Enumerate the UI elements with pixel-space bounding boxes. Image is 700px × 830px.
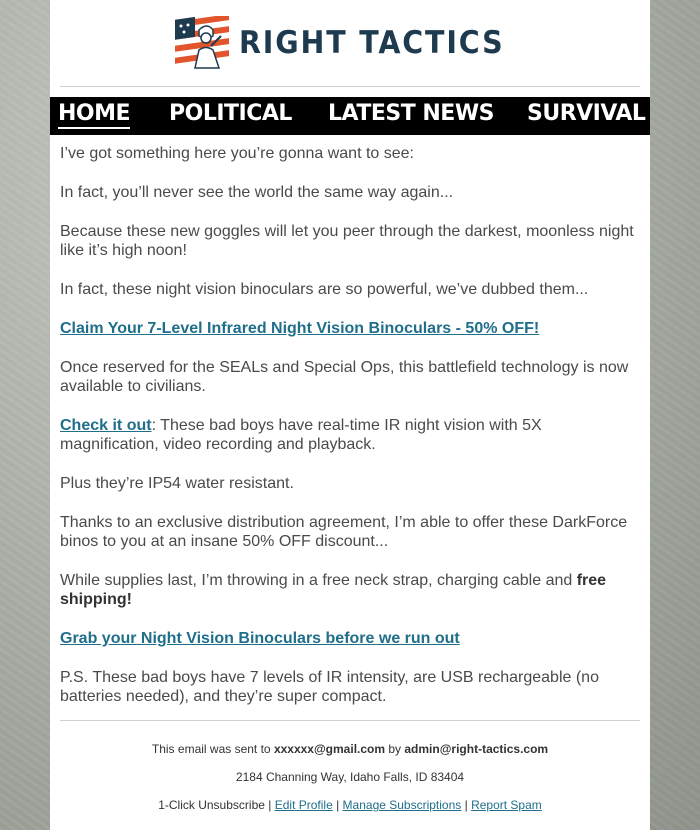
header-logo[interactable] (50, 0, 650, 86)
paragraph: Plus they’re IP54 water resistant. (60, 475, 294, 492)
ps-paragraph: P.S. These bad boys have 7 levels of IR intensity, are USB rechargeable (no batteries needed), and they’re super compact. (60, 669, 599, 705)
sent-to-line (50, 742, 650, 756)
paragraph: Thanks to an exclusive distribution agreement, I’m able to offer these DarkForce binos to you at an insane 50% OFF discount... (60, 514, 628, 550)
check-it-out-link[interactable]: Check it out (60, 417, 152, 434)
nav-item-political[interactable]: POLITICAL (169, 101, 292, 126)
paragraph: Once reserved for the SEALs and Special Ops, this battlefield technology is now available to civilians. (60, 359, 629, 395)
paragraph: Because these new goggles will let you peer through the darkest, moonless night like it’s high noon! (60, 223, 634, 259)
separator: | (332, 798, 343, 812)
nav-item-latest-news[interactable]: LATEST NEWS (328, 101, 494, 126)
paragraph (60, 416, 644, 454)
brand-name: RIGHT TACTICS (238, 25, 505, 61)
footer-links (50, 798, 650, 812)
paragraph: I’ve got something here you’re gonna want to see: (60, 145, 414, 162)
sent-prefix: This email was sent to (151, 742, 274, 756)
recipient-email: xxxxxx@gmail.com (273, 742, 386, 756)
soldier-flag-logo-icon (173, 16, 231, 70)
separator: | (461, 798, 472, 812)
by-text: by (385, 742, 405, 756)
edit-profile-link[interactable]: Edit Profile (274, 798, 333, 812)
sender-email: admin@right-tactics.com (404, 742, 549, 756)
paragraph-text: While supplies last, I’m throwing in a free neck strap, charging cable and (60, 572, 577, 589)
address: 2184 Channing Way, Idaho Falls, ID 83404 (235, 770, 465, 784)
cta-paragraph (60, 629, 644, 648)
report-spam-link[interactable]: Report Spam (471, 798, 542, 812)
paragraph: In fact, these night vision binoculars are so powerful, we’ve dubbed them... (60, 281, 589, 298)
paragraph-text: : These bad boys have real-time IR night vision with 5X magnification, video recording and playback. (60, 417, 542, 453)
unsubscribe-link[interactable]: 1-Click Unsubscribe (158, 798, 265, 812)
divider (60, 720, 640, 721)
claim-binoculars-link[interactable]: Claim Your 7-Level Infrared Night Vision Binoculars - 50% OFF! (60, 320, 540, 337)
paragraph: In fact, you’ll never see the world the same way again... (60, 184, 454, 201)
paragraph (60, 571, 644, 609)
email-footer (50, 742, 650, 826)
nav-item-survival[interactable]: SURVIVAL (527, 101, 646, 126)
nav-item-home[interactable]: HOME (58, 101, 130, 129)
separator: | (264, 798, 275, 812)
free-shipping-text: free shipping! (60, 572, 607, 608)
email-card (50, 0, 650, 830)
divider (60, 86, 640, 87)
grab-binoculars-link[interactable]: Grab your Night Vision Binoculars before we run out (60, 630, 460, 647)
main-nav (50, 97, 650, 135)
email-body (60, 144, 644, 726)
manage-subscriptions-link[interactable]: Manage Subscriptions (342, 798, 462, 812)
cta-paragraph (60, 319, 644, 338)
